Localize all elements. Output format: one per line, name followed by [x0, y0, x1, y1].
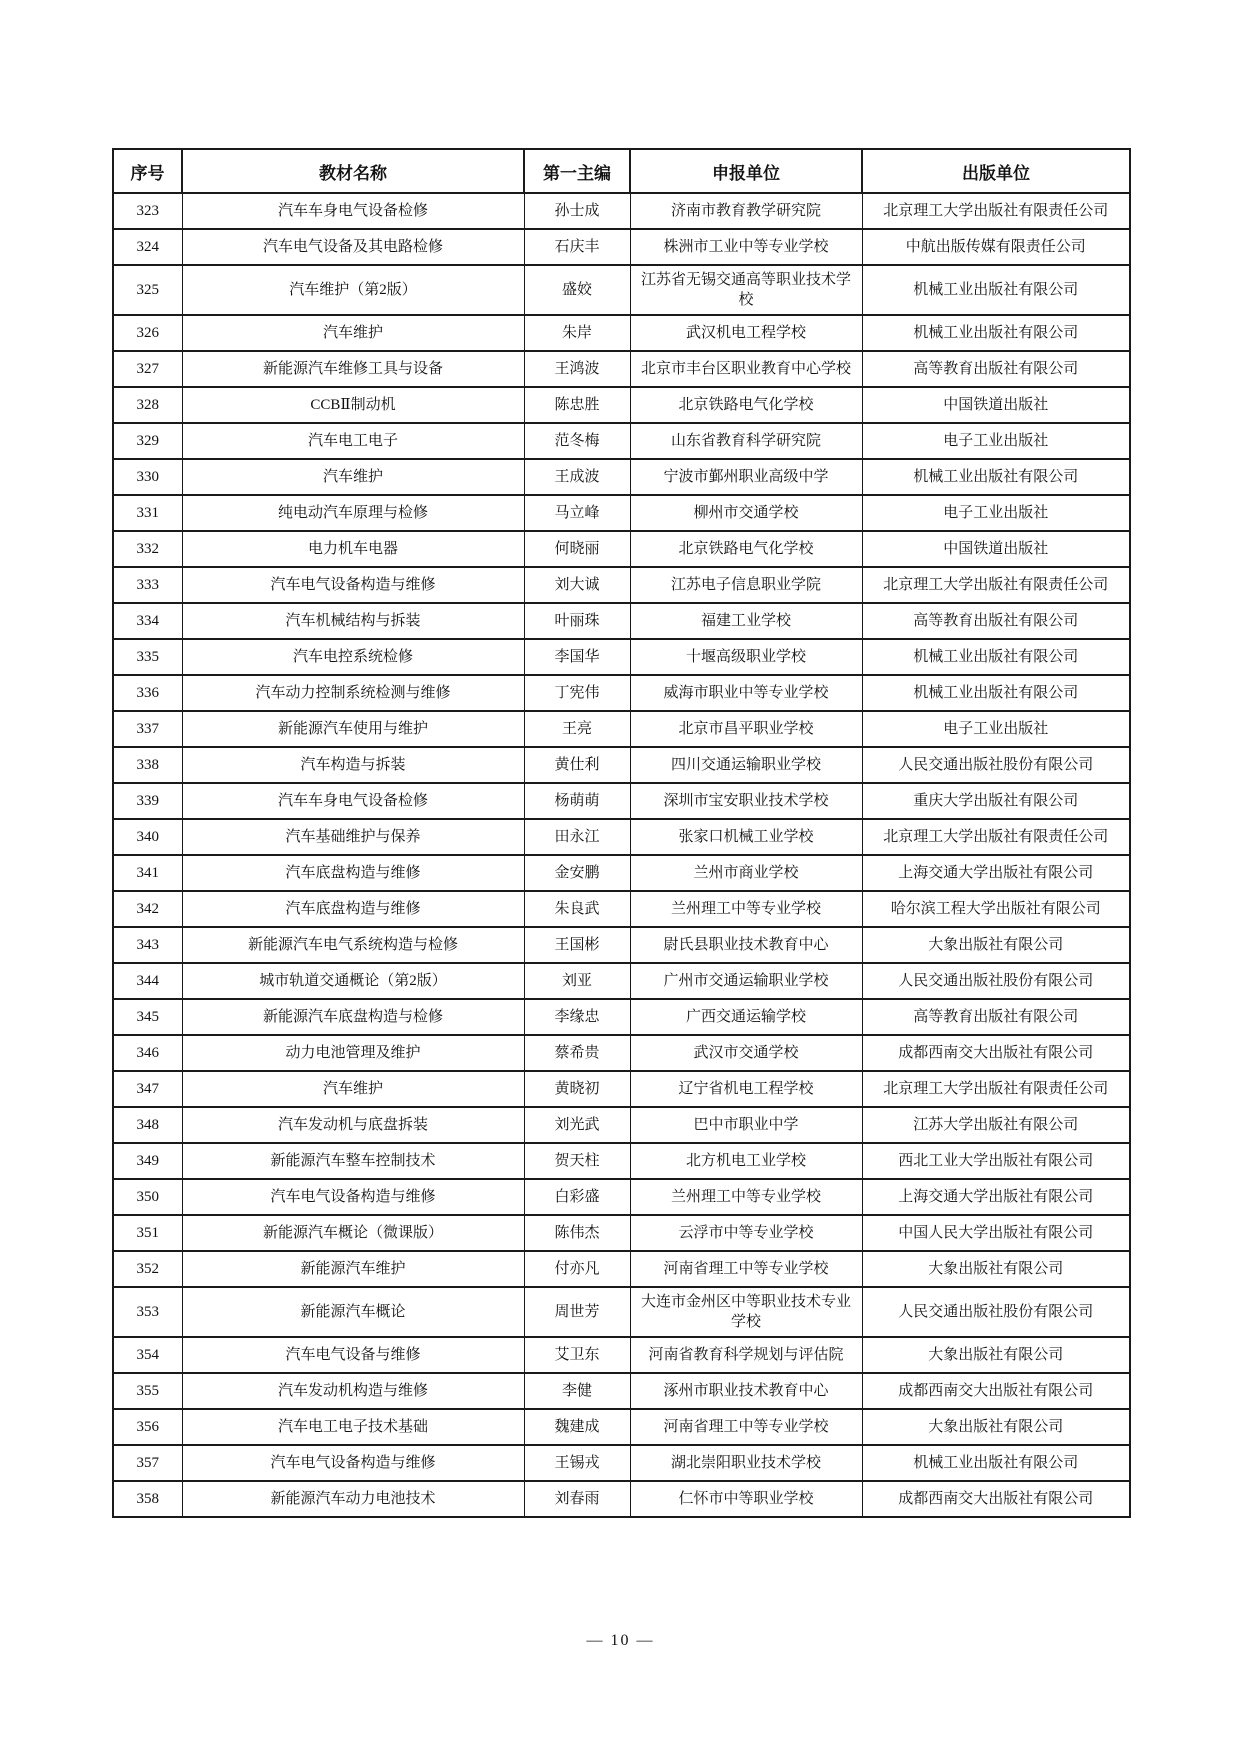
publisher-unit: 北京理工大学出版社有限责任公司	[862, 193, 1130, 229]
textbook-title: 汽车发动机与底盘拆装	[182, 1107, 524, 1143]
publisher-unit: 人民交通出版社股份有限公司	[862, 747, 1130, 783]
table-row	[113, 1107, 1130, 1143]
publisher-unit: 高等教育出版社有限公司	[862, 351, 1130, 387]
table-row	[113, 1409, 1130, 1445]
applicant-unit: 北京铁路电气化学校	[630, 387, 862, 423]
chief-editor: 白彩盛	[524, 1179, 630, 1215]
textbook-title: 汽车构造与拆装	[182, 747, 524, 783]
table-row	[113, 747, 1130, 783]
applicant-unit: 威海市职业中等专业学校	[630, 675, 862, 711]
applicant-unit: 广州市交通运输职业学校	[630, 963, 862, 999]
chief-editor: 魏建成	[524, 1409, 630, 1445]
table-row	[113, 1287, 1130, 1337]
applicant-unit: 株洲市工业中等专业学校	[630, 229, 862, 265]
table-row	[113, 819, 1130, 855]
applicant-unit: 仁怀市中等职业学校	[630, 1481, 862, 1517]
row-number: 331	[113, 495, 182, 531]
publisher-unit: 大象出版社有限公司	[862, 927, 1130, 963]
table-row	[113, 387, 1130, 423]
publisher-unit: 电子工业出版社	[862, 711, 1130, 747]
textbook-title: 动力电池管理及维护	[182, 1035, 524, 1071]
applicant-unit: 江苏电子信息职业学院	[630, 567, 862, 603]
table-row	[113, 351, 1130, 387]
publisher-unit: 机械工业出版社有限公司	[862, 639, 1130, 675]
applicant-unit: 武汉机电工程学校	[630, 315, 862, 351]
table-row	[113, 603, 1130, 639]
applicant-unit: 武汉市交通学校	[630, 1035, 862, 1071]
table-row	[113, 1035, 1130, 1071]
table-row	[113, 423, 1130, 459]
publisher-unit: 江苏大学出版社有限公司	[862, 1107, 1130, 1143]
chief-editor: 李缘忠	[524, 999, 630, 1035]
textbook-title: 新能源汽车概论（微课版）	[182, 1215, 524, 1251]
row-number: 347	[113, 1071, 182, 1107]
publisher-unit: 中航出版传媒有限责任公司	[862, 229, 1130, 265]
applicant-unit: 湖北崇阳职业技术学校	[630, 1445, 862, 1481]
chief-editor: 马立峰	[524, 495, 630, 531]
applicant-unit: 巴中市职业中学	[630, 1107, 862, 1143]
textbook-title: 新能源汽车整车控制技术	[182, 1143, 524, 1179]
textbook-title: CCBⅡ制动机	[182, 387, 524, 423]
table-row	[113, 1373, 1130, 1409]
chief-editor: 王国彬	[524, 927, 630, 963]
chief-editor: 何晓丽	[524, 531, 630, 567]
table-row	[113, 927, 1130, 963]
row-number: 332	[113, 531, 182, 567]
publisher-unit: 重庆大学出版社有限公司	[862, 783, 1130, 819]
table-row	[113, 1071, 1130, 1107]
column-header-index: 序号	[113, 149, 182, 193]
table-row	[113, 711, 1130, 747]
row-number: 330	[113, 459, 182, 495]
table-row	[113, 1179, 1130, 1215]
publisher-unit: 上海交通大学出版社有限公司	[862, 1179, 1130, 1215]
publisher-unit: 中国铁道出版社	[862, 531, 1130, 567]
textbook-title: 汽车电工电子技术基础	[182, 1409, 524, 1445]
textbook-title: 汽车电气设备与维修	[182, 1337, 524, 1373]
chief-editor: 杨萌萌	[524, 783, 630, 819]
row-number: 357	[113, 1445, 182, 1481]
row-number: 334	[113, 603, 182, 639]
applicant-unit: 柳州市交通学校	[630, 495, 862, 531]
applicant-unit: 辽宁省机电工程学校	[630, 1071, 862, 1107]
applicant-unit: 北京铁路电气化学校	[630, 531, 862, 567]
table-row	[113, 1445, 1130, 1481]
applicant-unit: 北京市昌平职业学校	[630, 711, 862, 747]
column-header-unit: 申报单位	[630, 149, 862, 193]
applicant-unit: 十堰高级职业学校	[630, 639, 862, 675]
applicant-unit: 四川交通运输职业学校	[630, 747, 862, 783]
chief-editor: 丁宪伟	[524, 675, 630, 711]
table-row	[113, 229, 1130, 265]
publisher-unit: 大象出版社有限公司	[862, 1337, 1130, 1373]
table-body	[113, 193, 1130, 1517]
row-number: 341	[113, 855, 182, 891]
row-number: 340	[113, 819, 182, 855]
row-number: 329	[113, 423, 182, 459]
textbook-title: 新能源汽车电气系统构造与检修	[182, 927, 524, 963]
column-header-publisher: 出版单位	[862, 149, 1130, 193]
row-number: 356	[113, 1409, 182, 1445]
applicant-unit: 北京市丰台区职业教育中心学校	[630, 351, 862, 387]
row-number: 338	[113, 747, 182, 783]
textbook-title: 汽车底盘构造与维修	[182, 855, 524, 891]
publisher-unit: 中国人民大学出版社有限公司	[862, 1215, 1130, 1251]
row-number: 339	[113, 783, 182, 819]
table-row	[113, 963, 1130, 999]
chief-editor: 石庆丰	[524, 229, 630, 265]
textbook-title: 新能源汽车使用与维护	[182, 711, 524, 747]
textbook-table	[112, 148, 1131, 1518]
textbook-title: 汽车车身电气设备检修	[182, 783, 524, 819]
row-number: 324	[113, 229, 182, 265]
publisher-unit: 电子工业出版社	[862, 423, 1130, 459]
textbook-title: 新能源汽车维修工具与设备	[182, 351, 524, 387]
textbook-title: 汽车动力控制系统检测与维修	[182, 675, 524, 711]
row-number: 350	[113, 1179, 182, 1215]
publisher-unit: 哈尔滨工程大学出版社有限公司	[862, 891, 1130, 927]
textbook-title: 新能源汽车维护	[182, 1251, 524, 1287]
applicant-unit: 济南市教育教学研究院	[630, 193, 862, 229]
publisher-unit: 大象出版社有限公司	[862, 1409, 1130, 1445]
table-row	[113, 1337, 1130, 1373]
row-number: 346	[113, 1035, 182, 1071]
table-row	[113, 567, 1130, 603]
applicant-unit: 河南省理工中等专业学校	[630, 1251, 862, 1287]
publisher-unit: 高等教育出版社有限公司	[862, 999, 1130, 1035]
row-number: 344	[113, 963, 182, 999]
applicant-unit: 河南省教育科学规划与评估院	[630, 1337, 862, 1373]
chief-editor: 陈伟杰	[524, 1215, 630, 1251]
chief-editor: 王鸿波	[524, 351, 630, 387]
table-row	[113, 193, 1130, 229]
publisher-unit: 高等教育出版社有限公司	[862, 603, 1130, 639]
chief-editor: 叶丽珠	[524, 603, 630, 639]
row-number: 336	[113, 675, 182, 711]
applicant-unit: 广西交通运输学校	[630, 999, 862, 1035]
textbook-title: 汽车电控系统检修	[182, 639, 524, 675]
publisher-unit: 成都西南交大出版社有限公司	[862, 1035, 1130, 1071]
table-row	[113, 855, 1130, 891]
publisher-unit: 人民交通出版社股份有限公司	[862, 963, 1130, 999]
table-row	[113, 675, 1130, 711]
table-row	[113, 265, 1130, 315]
publisher-unit: 北京理工大学出版社有限责任公司	[862, 1071, 1130, 1107]
publisher-unit: 大象出版社有限公司	[862, 1251, 1130, 1287]
applicant-unit: 宁波市鄞州职业高级中学	[630, 459, 862, 495]
chief-editor: 艾卫东	[524, 1337, 630, 1373]
textbook-title: 新能源汽车概论	[182, 1287, 524, 1337]
chief-editor: 贺天柱	[524, 1143, 630, 1179]
chief-editor: 田永江	[524, 819, 630, 855]
chief-editor: 盛姣	[524, 265, 630, 315]
textbook-title: 汽车电气设备及其电路检修	[182, 229, 524, 265]
chief-editor: 蔡希贵	[524, 1035, 630, 1071]
row-number: 351	[113, 1215, 182, 1251]
publisher-unit: 中国铁道出版社	[862, 387, 1130, 423]
row-number: 333	[113, 567, 182, 603]
table-header-row	[113, 149, 1130, 193]
applicant-unit: 北方机电工业学校	[630, 1143, 862, 1179]
table-header	[113, 149, 1130, 193]
textbook-title: 汽车电工电子	[182, 423, 524, 459]
chief-editor: 范冬梅	[524, 423, 630, 459]
chief-editor: 黄晓初	[524, 1071, 630, 1107]
table-row	[113, 1143, 1130, 1179]
column-header-title: 教材名称	[182, 149, 524, 193]
publisher-unit: 北京理工大学出版社有限责任公司	[862, 819, 1130, 855]
chief-editor: 刘亚	[524, 963, 630, 999]
chief-editor: 刘光武	[524, 1107, 630, 1143]
textbook-title: 汽车维护（第2版）	[182, 265, 524, 315]
textbook-title: 汽车基础维护与保养	[182, 819, 524, 855]
chief-editor: 李国华	[524, 639, 630, 675]
publisher-unit: 机械工业出版社有限公司	[862, 459, 1130, 495]
table-row	[113, 1481, 1130, 1517]
textbook-title: 城市轨道交通概论（第2版）	[182, 963, 524, 999]
chief-editor: 周世芳	[524, 1287, 630, 1337]
table-row	[113, 1215, 1130, 1251]
textbook-title: 汽车车身电气设备检修	[182, 193, 524, 229]
row-number: 349	[113, 1143, 182, 1179]
textbook-title: 新能源汽车动力电池技术	[182, 1481, 524, 1517]
applicant-unit: 兰州市商业学校	[630, 855, 862, 891]
column-header-editor: 第一主编	[524, 149, 630, 193]
applicant-unit: 张家口机械工业学校	[630, 819, 862, 855]
row-number: 326	[113, 315, 182, 351]
applicant-unit: 兰州理工中等专业学校	[630, 891, 862, 927]
row-number: 352	[113, 1251, 182, 1287]
row-number: 323	[113, 193, 182, 229]
textbook-title: 汽车发动机构造与维修	[182, 1373, 524, 1409]
applicant-unit: 深圳市宝安职业技术学校	[630, 783, 862, 819]
row-number: 337	[113, 711, 182, 747]
chief-editor: 付亦凡	[524, 1251, 630, 1287]
table-row	[113, 459, 1130, 495]
row-number: 325	[113, 265, 182, 315]
row-number: 342	[113, 891, 182, 927]
textbook-title: 纯电动汽车原理与检修	[182, 495, 524, 531]
chief-editor: 刘大诚	[524, 567, 630, 603]
table-row	[113, 1251, 1130, 1287]
publisher-unit: 电子工业出版社	[862, 495, 1130, 531]
textbook-title: 汽车维护	[182, 459, 524, 495]
row-number: 354	[113, 1337, 182, 1373]
applicant-unit: 山东省教育科学研究院	[630, 423, 862, 459]
textbook-title: 电力机车电器	[182, 531, 524, 567]
chief-editor: 王锡戎	[524, 1445, 630, 1481]
chief-editor: 李健	[524, 1373, 630, 1409]
chief-editor: 朱良武	[524, 891, 630, 927]
table-row	[113, 531, 1130, 567]
applicant-unit: 江苏省无锡交通高等职业技术学校	[630, 265, 862, 315]
publisher-unit: 西北工业大学出版社有限公司	[862, 1143, 1130, 1179]
chief-editor: 刘春雨	[524, 1481, 630, 1517]
row-number: 335	[113, 639, 182, 675]
publisher-unit: 机械工业出版社有限公司	[862, 1445, 1130, 1481]
applicant-unit: 河南省理工中等专业学校	[630, 1409, 862, 1445]
chief-editor: 黄仕利	[524, 747, 630, 783]
row-number: 345	[113, 999, 182, 1035]
applicant-unit: 涿州市职业技术教育中心	[630, 1373, 862, 1409]
page-number: — 10 —	[586, 1632, 655, 1649]
applicant-unit: 大连市金州区中等职业技术专业学校	[630, 1287, 862, 1337]
chief-editor: 王亮	[524, 711, 630, 747]
row-number: 343	[113, 927, 182, 963]
chief-editor: 陈忠胜	[524, 387, 630, 423]
row-number: 353	[113, 1287, 182, 1337]
row-number: 348	[113, 1107, 182, 1143]
textbook-title: 汽车机械结构与拆装	[182, 603, 524, 639]
publisher-unit: 北京理工大学出版社有限责任公司	[862, 567, 1130, 603]
publisher-unit: 成都西南交大出版社有限公司	[862, 1481, 1130, 1517]
table-row	[113, 315, 1130, 351]
textbook-title: 汽车电气设备构造与维修	[182, 1445, 524, 1481]
row-number: 355	[113, 1373, 182, 1409]
applicant-unit: 福建工业学校	[630, 603, 862, 639]
applicant-unit: 兰州理工中等专业学校	[630, 1179, 862, 1215]
textbook-title: 汽车电气设备构造与维修	[182, 567, 524, 603]
table-row	[113, 495, 1130, 531]
row-number: 328	[113, 387, 182, 423]
publisher-unit: 机械工业出版社有限公司	[862, 675, 1130, 711]
applicant-unit: 尉氏县职业技术教育中心	[630, 927, 862, 963]
row-number: 327	[113, 351, 182, 387]
textbook-title: 汽车电气设备构造与维修	[182, 1179, 524, 1215]
textbook-title: 新能源汽车底盘构造与检修	[182, 999, 524, 1035]
publisher-unit: 上海交通大学出版社有限公司	[862, 855, 1130, 891]
textbook-title: 汽车底盘构造与维修	[182, 891, 524, 927]
applicant-unit: 云浮市中等专业学校	[630, 1215, 862, 1251]
publisher-unit: 机械工业出版社有限公司	[862, 265, 1130, 315]
textbook-title: 汽车维护	[182, 1071, 524, 1107]
row-number: 358	[113, 1481, 182, 1517]
publisher-unit: 成都西南交大出版社有限公司	[862, 1373, 1130, 1409]
table-row	[113, 999, 1130, 1035]
publisher-unit: 人民交通出版社股份有限公司	[862, 1287, 1130, 1337]
chief-editor: 朱岸	[524, 315, 630, 351]
chief-editor: 王成波	[524, 459, 630, 495]
table-row	[113, 639, 1130, 675]
textbook-title: 汽车维护	[182, 315, 524, 351]
publisher-unit: 机械工业出版社有限公司	[862, 315, 1130, 351]
table-row	[113, 891, 1130, 927]
chief-editor: 孙士成	[524, 193, 630, 229]
table-row	[113, 783, 1130, 819]
chief-editor: 金安鹏	[524, 855, 630, 891]
